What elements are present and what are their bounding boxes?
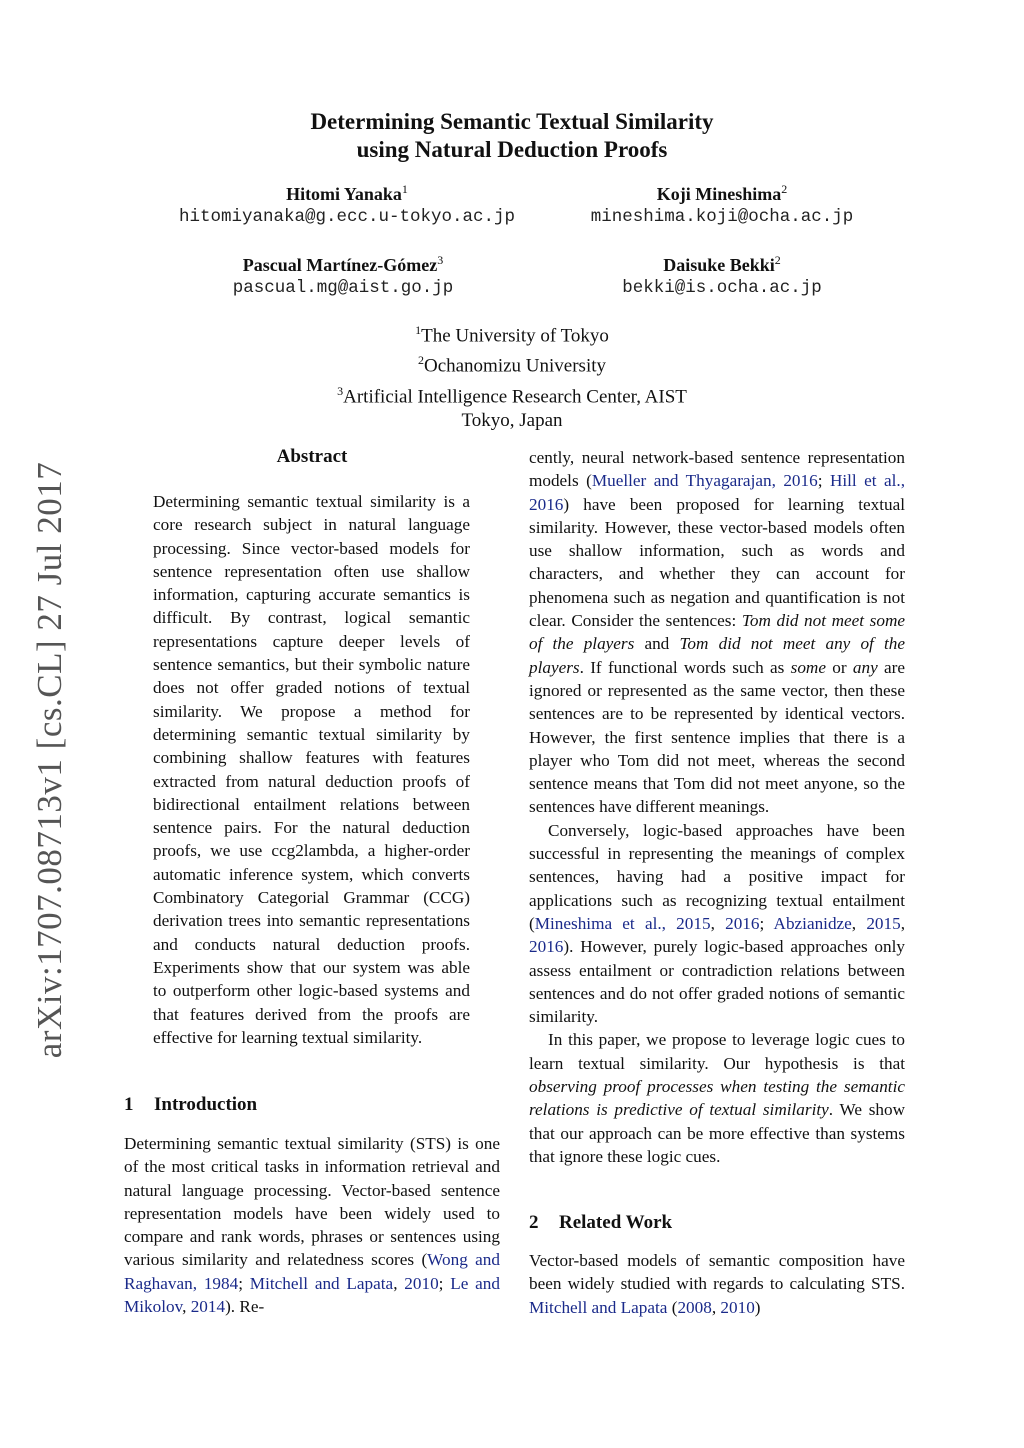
affiliation: $^1$The University of Tokyo	[415, 323, 609, 347]
intro-paragraph: Determining semantic textual similarity (STS) is one of the most critical tasks in information retrieval and natural language processing. Vector-based sentence representation models have been widely used to compare and rank words, phrases or sentences using various similarity and relatedness scores (Wong and Raghavan, 1984; Mitchell and Lapata, 2010; Le and Mikolov, 2014). Re-	[124, 1134, 500, 1317]
citation-link[interactable]: 2010	[404, 1273, 439, 1293]
section-number: 1	[124, 1094, 134, 1115]
citation-link[interactable]: 2016	[529, 937, 564, 957]
author-name: Pascual Martínez-Gómez$^3$	[242, 253, 444, 275]
section-title: Related Work	[559, 1212, 673, 1233]
citation-link[interactable]: Mineshima et al., 2015	[534, 913, 711, 933]
citation-link[interactable]: 2016	[725, 913, 760, 933]
title-line-1: Determining Semantic Textual Similarity	[310, 109, 714, 134]
affiliations	[0, 318, 1024, 433]
section-number: 2	[529, 1212, 539, 1233]
paragraph: Conversely, logic-based approaches have been successful in representing the meanings of complex sentences, having had a positive impact for applications such as recognizing textual entailment (Mineshima et al., 2015, 2016; Abzianidze, 2015, 2016). However, purely logic-based approaches only assess entailment or contradiction relations between sentences and do not offer graded notions of semantic similarity.	[529, 820, 905, 1027]
author-block	[512, 178, 932, 229]
section-title: Introduction	[154, 1094, 258, 1115]
affiliation: $^2$Ochanomizu University	[417, 353, 607, 377]
arxiv-identifier[interactable]: arXiv:1707.08713v1 [cs.CL] 27 Jul 2017	[30, 461, 69, 1059]
paper-title	[0, 108, 1024, 164]
affiliation-location: Tokyo, Japan	[461, 409, 563, 431]
author-name: Koji Mineshima$^2$	[656, 182, 788, 204]
citation-link[interactable]: Wong and Raghavan, 1984	[124, 1250, 500, 1293]
citation-link[interactable]: 2015	[866, 913, 901, 933]
citation-link[interactable]: Mueller and Thyagarajan, 2016	[591, 471, 818, 491]
citation-link[interactable]: Abzianidze	[773, 913, 852, 933]
citation-link[interactable]: 2010	[720, 1297, 755, 1317]
author-block	[133, 249, 553, 300]
citation-link[interactable]: Le and Mikolov	[124, 1273, 500, 1317]
paragraph: cently, neural network-based sentence representation models (Mueller and Thyagarajan, 2016; Hill et al., 2016) have been proposed for learning textual similarity. However, these vector-based models often use shallow information, such as words and characters, and whether they can account for phenomena such as negation and quantification is not clear. Consider the sentences: Tom did not meet some of the players and Tom did not meet any of the players. If functional words such as some or any are ignored or represented as the same vector, then these sentences are to be represented by identical vectors. However, the first sentence implies that there is a player who Tom did not meet, whereas the second sentence means that Tom did not meet anyone, so the sentences have different meanings.	[529, 448, 906, 817]
title-line-2: using Natural Deduction Proofs	[356, 137, 668, 162]
section-heading-related-work	[529, 1211, 672, 1235]
abstract-heading: Abstract	[276, 446, 348, 467]
author-email[interactable]: pascual.mg@aist.go.jp	[232, 278, 454, 298]
section-heading-introduction	[124, 1093, 257, 1117]
affiliation: $^3$Artificial Intelligence Research Center, AIST	[337, 383, 687, 407]
citation-link[interactable]: Hill et al., 2016	[529, 471, 906, 514]
author-email[interactable]: mineshima.koji@ocha.ac.jp	[590, 207, 854, 227]
author-block	[512, 249, 932, 300]
related-paragraph: Vector-based models of semantic composition have been widely studied with regards to calculating STS. Mitchell and Lapata (2008, 2010)	[529, 1251, 905, 1317]
abstract-body: Determining semantic textual similarity is a core research subject in natural language processing. Since vector-based models for sentence representation often use shallow information, capturing accurate semantics is difficult. By contrast, logical semantic representations capture deeper levels of sentence semantics, but their symbolic nature does not offer graded notions of textual similarity. We propose a method for determining semantic textual similarity by combining shallow features with features extracted from natural deduction proofs of bidirectional entailment relations between sentence pairs. For the natural deduction proofs, we use ccg2lambda, a higher-order automatic inference system, which converts Combinatory Categorial Grammar (CCG) derivation trees into semantic representations and conducts natural deduction proofs. Experiments show that our system was able to outperform other logic-based systems and that features derived from the proofs are effective for learning textual similarity.	[153, 492, 470, 1047]
author-name: Daisuke Bekki$^2$	[663, 253, 781, 275]
intro-continued	[529, 446, 905, 1168]
paragraph: In this paper, we propose to leverage logic cues to learn textual similarity. Our hypothesis is that observing proof processes when testing the semantic relations is predictive of textual similarity. We show that our approach can be more effective than systems that ignore these logic cues.	[529, 1030, 906, 1166]
author-block	[137, 178, 557, 229]
citation-link[interactable]: 2008	[677, 1297, 712, 1317]
citation-link[interactable]: 2014	[190, 1297, 226, 1317]
author-name: Hitomi Yanaka$^1$	[286, 182, 408, 204]
citation-link[interactable]: Mitchell and Lapata	[529, 1297, 668, 1317]
author-email[interactable]: bekki@is.ocha.ac.jp	[622, 278, 822, 298]
citation-link[interactable]: Mitchell and Lapata	[249, 1273, 394, 1293]
author-email[interactable]: hitomiyanaka@g.ecc.u-tokyo.ac.jp	[178, 207, 516, 227]
